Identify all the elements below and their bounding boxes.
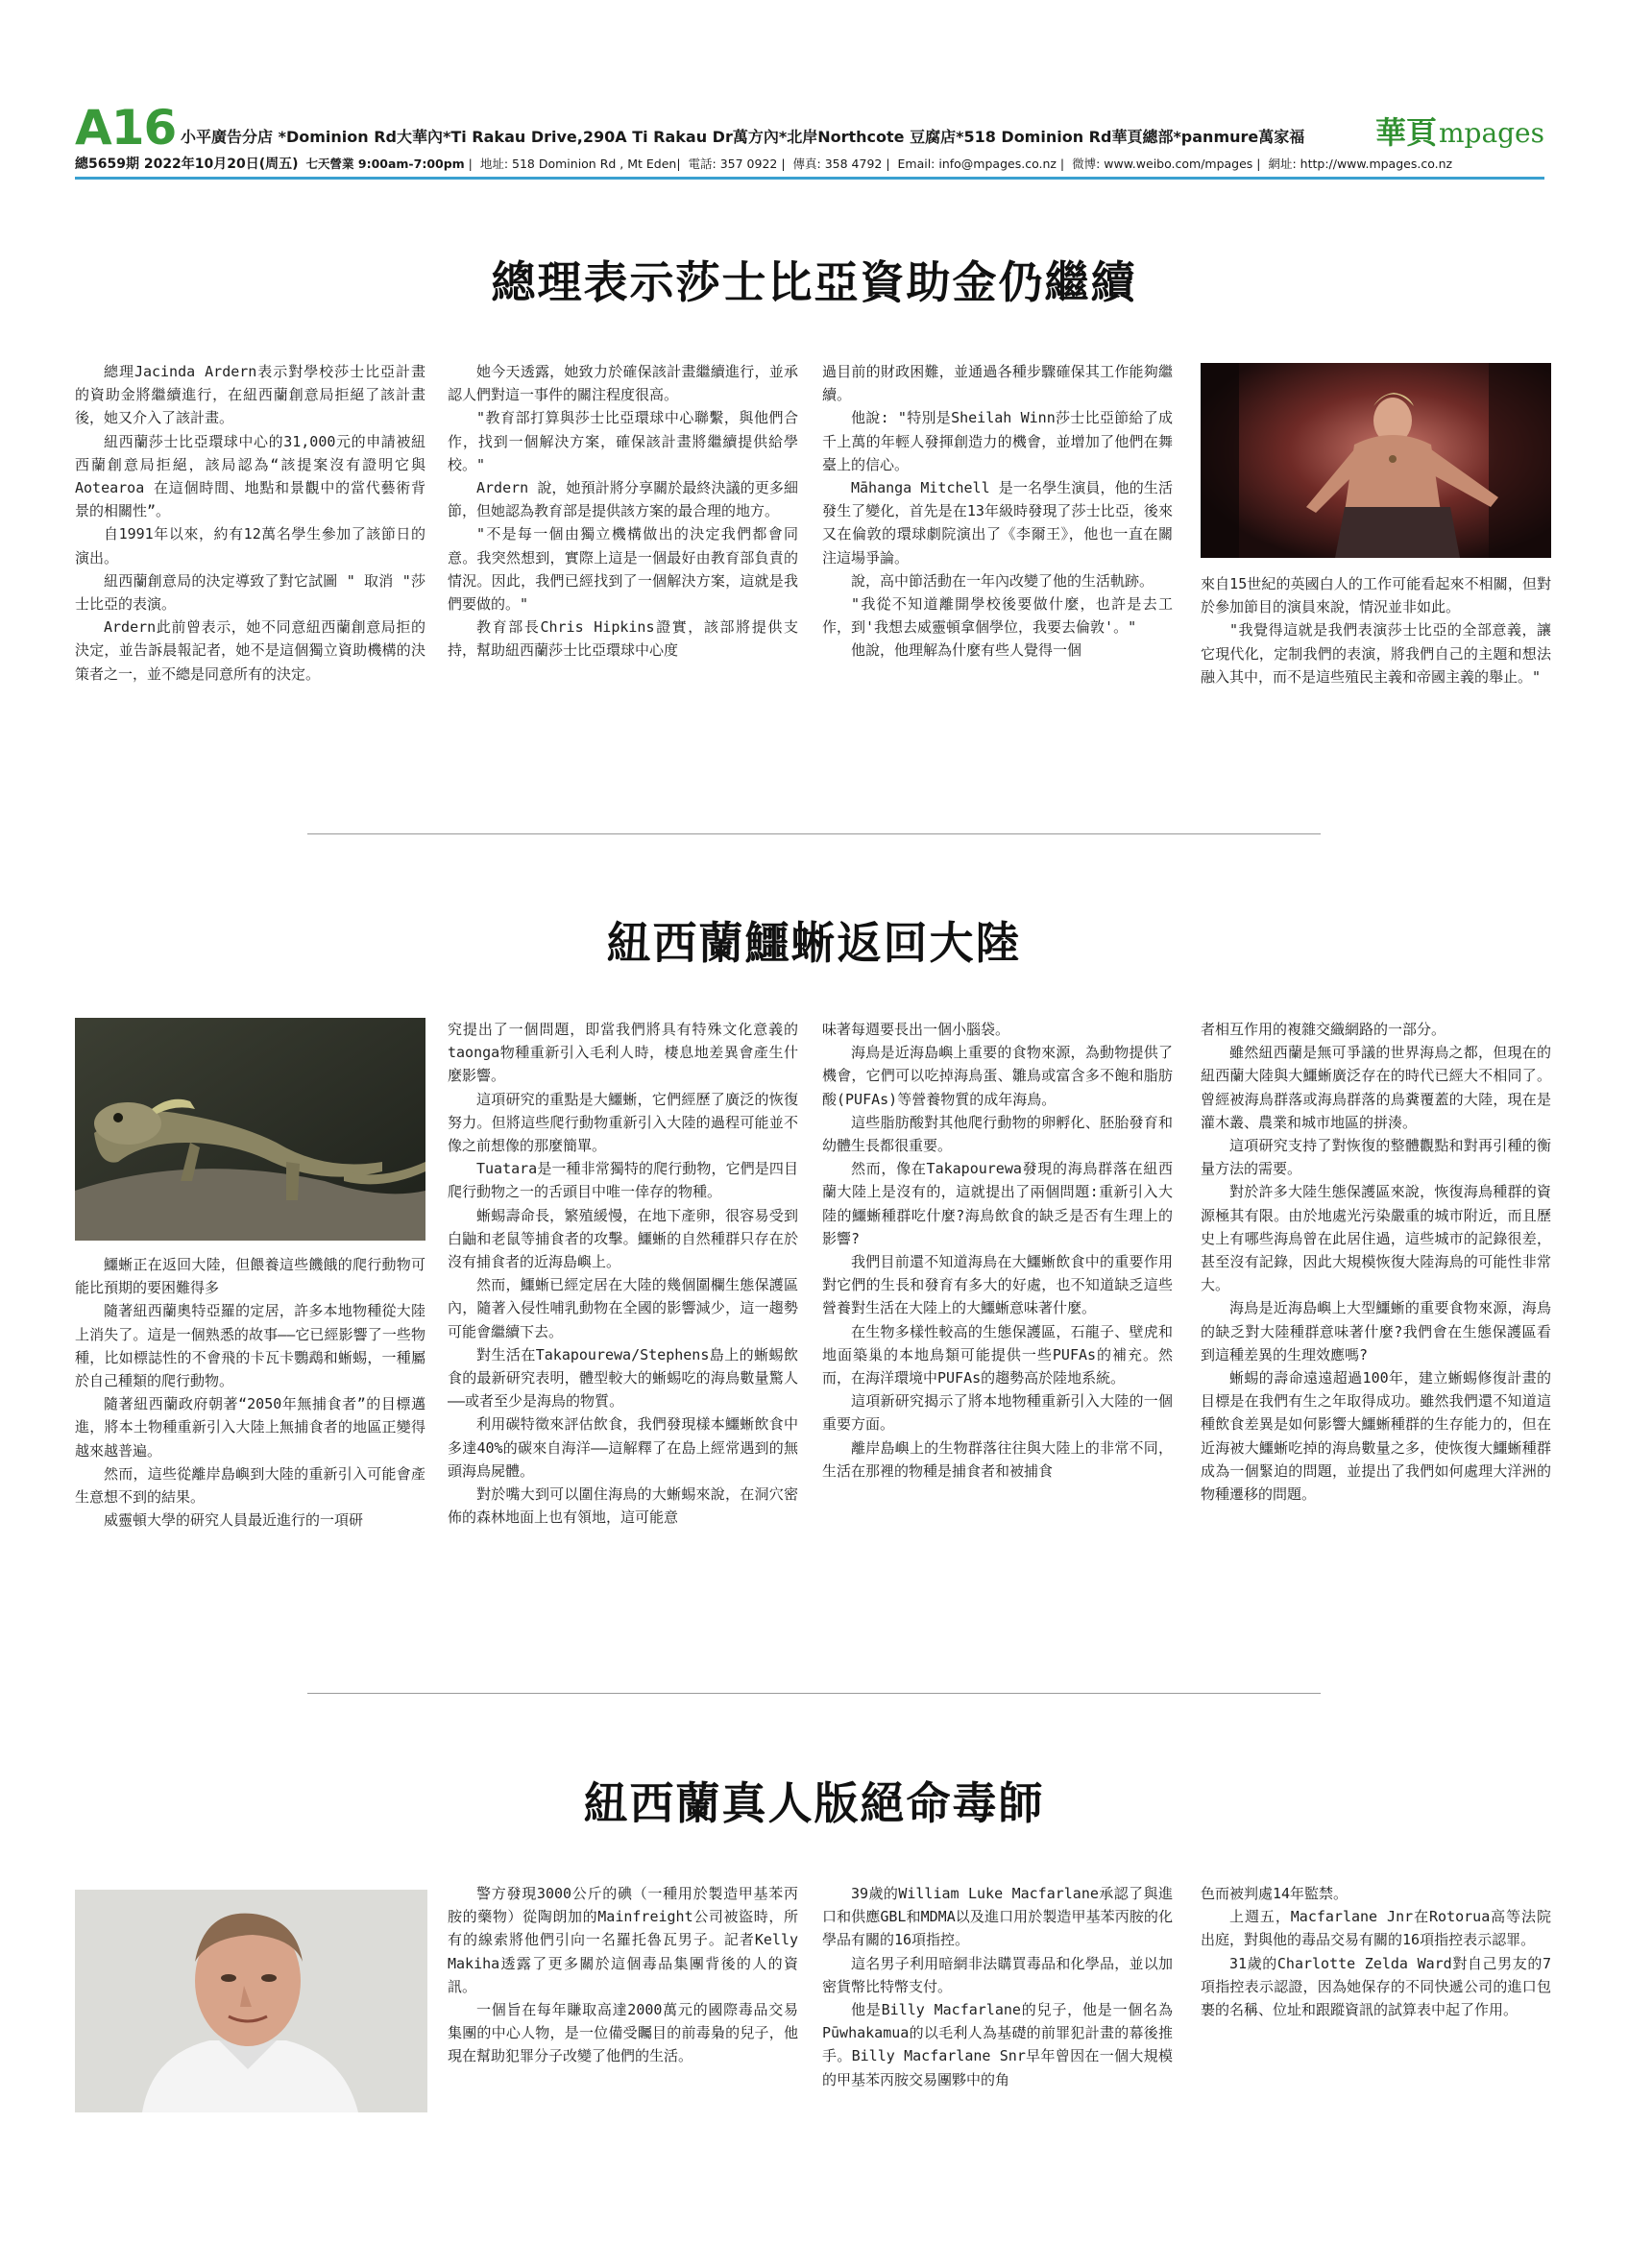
paragraph: 這項新研究揭示了將本地物種重新引入大陸的一個重要方面。 — [822, 1392, 1173, 1434]
paragraph: 我們目前還不知道海鳥在大鱷蜥飲食中的重要作用對它們的生長和發育有多大的好處，也不知道缺乏這些營養對生活在大陸上的大鱷蜥意味著什麼。 — [822, 1253, 1173, 1317]
paragraph: 39歲的William Luke Macfarlane承認了與進口和供應GBL和MDMA以及進口用於製造甲基苯丙胺的化學品有關的16項指控。 — [822, 1885, 1173, 1949]
article-2-headline: 紐西蘭鱷蜥返回大陸 — [606, 917, 1022, 969]
page-number: A16 — [75, 100, 177, 156]
paragraph: 隨著紐西蘭奧特亞羅的定居，許多本地物種從大陸上消失了。這是一個熟悉的故事——它已經影響了一些物種，比如標誌性的不會飛的卡瓦卡鸚鵡和蜥蜴，一種屬於自己種類的爬行動物。 — [75, 1302, 425, 1390]
address: 地址: 518 Dominion Rd , Mt Eden — [479, 157, 677, 171]
paragraph: 然而，這些從離岸島嶼到大陸的重新引入可能會產生意想不到的結果。 — [75, 1464, 425, 1507]
paragraph: 對於許多大陸生態保護區來說，恢復海鳥種群的資源極其有限。由於地處光污染嚴重的城市附近，而且歷史上有哪些海鳥曾在此居住過，這些城市的記錄很差，甚至沒有記錄，因此大規模恢復大陸海鳥的可能性非常大。 — [1201, 1183, 1551, 1294]
tuatara-photo — [75, 1018, 425, 1241]
paragraph: "我覺得這就是我們表演莎士比亞的全部意義，讓它現代化，定制我們的表演，將我們自己的主題和想法融入其中，而不是這些殖民主義和帝國主義的舉止。" — [1201, 621, 1551, 686]
paragraph: 威靈頓大學的研究人員最近進行的一項研 — [104, 1511, 364, 1530]
article-1-column-4 — [1201, 572, 1551, 688]
paragraph: Ardern 說，她預計將分享關於最終決議的更多細節，但她認為教育部是提供該方案的最合理的地方。 — [448, 479, 798, 520]
paragraph: 雖然紐西蘭是無可爭議的世界海鳥之都，但現在的紐西蘭大陸與大鱷蜥廣泛存在的時代已經大不相同了。曾經被海鳥群落或海鳥群落的鳥糞覆蓋的大陸，現在是灌木叢、農業和城市地區的拼湊。 — [1201, 1044, 1551, 1131]
article-2-column-4 — [1201, 1018, 1551, 1506]
article-1-headline: 總理表示莎士比亞資助金仍繼續 — [491, 256, 1137, 308]
paragraph: 海鳥是近海島嶼上大型鱷蜥的重要食物來源，海鳥的缺乏對大陸種群意味著什麼?我們會在生態保護區看到這種差異的生理效應嗎? — [1201, 1299, 1551, 1363]
mpages-logo — [1375, 111, 1544, 154]
issue-date: 總5659期 2022年10月20日(周五) — [75, 157, 299, 172]
paragraph: 離岸島嶼上的生物群落往往與大陸上的非常不同，生活在那裡的物種是捕食者和被捕食 — [822, 1438, 1173, 1480]
article-2-column-3 — [822, 1018, 1173, 1483]
article-1-column-3 — [822, 360, 1173, 663]
article-2-column-1 — [75, 1253, 425, 1532]
article-3-column-3 — [822, 1882, 1173, 2091]
paragraph: 海鳥是近海島嶼上重要的食物來源，為動物提供了機會，它們可以吃掉海鳥蛋、雛鳥或富含多不飽和脂肪酸(PUFAs)等營養物質的成年海鳥。 — [822, 1044, 1173, 1108]
logo-text: mpages — [1438, 116, 1544, 149]
paragraph: 31歲的Charlotte Zelda Ward對自己男友的7項指控表示認證，因為她保存的不同快遞公司的進口包裹的名稱、位址和跟蹤資訊的試算表中起了作用。 — [1201, 1954, 1551, 2019]
header-rule — [75, 177, 1544, 180]
paragraph: 蜥蜴壽命長，繁殖緩慢，在地下產卵，很容易受到白鼬和老鼠等捕食者的攻擊。鱷蜥的自然種群只存在於沒有捕食者的近海島嶼上。 — [448, 1206, 798, 1271]
paragraph: 總理Jacinda Ardern表示對學校莎士比亞計畫的資助金將繼續進行，在紐西蘭創意局拒絕了該計畫後，她又介入了該計畫。 — [75, 363, 425, 427]
paragraph: 味著每週要長出一個小腦袋。 — [822, 1021, 1010, 1038]
paragraph: 究提出了一個問題，即當我們將具有特殊文化意義的taonga物種重新引入毛利人時，棲息地差異會產生什麼影響。 — [448, 1021, 798, 1085]
paragraph: 對生活在Takapourewa/Stephens島上的蜥蜴飲食的最新研究表明，體型較大的蜥蜴吃的海鳥數量驚人——或者至少是海鳥的物質。 — [448, 1345, 798, 1411]
article-3-column-2 — [448, 1882, 798, 2068]
paragraph: 對於嘴大到可以圍住海鳥的大蜥蜴來說，在洞穴密佈的森林地面上也有領地，這可能意 — [448, 1485, 798, 1527]
paragraph: "不是每一個由獨立機構做出的決定我們都會同意。我突然想到，實際上這是一個最好由教育部負責的情況。因此，我們已經找到了一個解決方案，這就是我們要做的。" — [448, 525, 798, 614]
page-header — [75, 100, 1544, 173]
article-3-column-4 — [1201, 1882, 1551, 2021]
paragraph: 來自15世紀的英國白人的工作可能看起來不相關，但對於參加節目的演員來說，情況並非如此。 — [1201, 575, 1551, 616]
paragraph: 然而，鱷蜥已經定居在大陸的幾個圍欄生態保護區內，隨著入侵性哺乳動物在全國的影響減少，這一趨勢可能會繼續下去。 — [448, 1276, 798, 1340]
shakespeare-actor-photo — [1201, 363, 1551, 558]
paragraph: 利用碳特徵來評估飲食，我們發現樣本鱷蜥飲食中多達40%的碳來自海洋——這解釋了在島上經常遇到的無頭海鳥屍體。 — [448, 1415, 798, 1480]
logo-mark: 華頁 — [1374, 114, 1437, 151]
paragraph: "教育部打算與莎士比亞環球中心聯繫，與他們合作，找到一個解決方案，確保該計畫將繼續提供給學校。" — [448, 409, 798, 473]
branch-locations: 小平廣告分店 *Dominion Rd大華內*Ti Rakau Drive,290A Ti Rakau Dr萬方內*北岸Northcote 豆腐店*518 Dominion Rd華頁總部*panmure萬家福 — [181, 128, 1305, 146]
suspect-portrait-photo — [75, 1890, 427, 2112]
article-3-headline: 紐西蘭真人版絕命毒師 — [583, 1777, 1045, 1829]
weibo: 微博: www.weibo.com/mpages — [1072, 157, 1253, 171]
article-2-column-2 — [448, 1018, 798, 1529]
article-1-column-1 — [75, 360, 425, 686]
paragraph: 他說: "特別是Sheilah Winn莎士比亞節給了成千上萬的年輕人發揮創造力的機會，並增加了他們在舞臺上的信心。 — [822, 409, 1173, 473]
paragraph: 在生物多樣性較高的生態保護區，石龍子、壁虎和地面築巢的本地鳥類可能提供一些PUFAs的補充。然而，在海洋環境中PUFAs的趨勢高於陸地系統。 — [822, 1322, 1173, 1387]
paragraph: 這些脂肪酸對其他爬行動物的卵孵化、胚胎發育和幼體生長都很重要。 — [822, 1113, 1173, 1155]
paragraph: 紐西蘭莎士比亞環球中心的31,000元的申請被紐西蘭創意局拒絕，該局認為“該提案沒有證明它與 Aotearoa 在這個時間、地點和景觀中的當代藝術背景的相關性”。 — [75, 432, 425, 520]
paragraph: 這項研究支持了對恢復的整體觀點和對再引種的衡量方法的需要。 — [1201, 1137, 1551, 1178]
paragraph: 他是Billy Macfarlane的兒子，他是一個名為Pūwhakamua的以毛利人為基礎的前罪犯計畫的幕後推手。Billy Macfarlane Snr早年曾因在一個大規模的甲基苯丙胺交易團夥中的角 — [822, 2001, 1173, 2088]
paragraph: Ardern此前曾表示，她不同意紐西蘭創意局拒的決定，並告訴晨報記者，她不是這個獨立資助機構的決策者之一，並不總是同意所有的決定。 — [75, 618, 425, 683]
paragraph: 過目前的財政困難，並通過各種步驟確保其工作能夠繼續。 — [822, 363, 1173, 404]
article-1-column-2 — [448, 360, 798, 663]
paragraph: Māhanga Mitchell 是一名學生演員，他的生活發生了變化，首先是在13年級時發現了莎士比亞，後來又在倫敦的環球劇院演出了《李爾王》，他也一直在關注這場爭論。 — [822, 479, 1173, 567]
email: Email: info@mpages.co.nz — [897, 157, 1057, 171]
paragraph: 隨著紐西蘭政府朝著“2050年無捕食者”的目標邁進，將本土物種重新引入大陸上無捕食者的地區正變得越來越普遍。 — [75, 1395, 425, 1460]
paragraph: Tuatara是一種非常獨特的爬行動物，它們是四目爬行動物之一的舌頭目中唯一倖存的物種。 — [448, 1160, 798, 1201]
article-divider — [307, 833, 1321, 834]
paragraph: 說，高中節活動在一年內改變了他的生活軌跡。 — [851, 571, 1154, 590]
paragraph: 蜥蜴的壽命遠遠超過100年，建立蜥蜴修復計畫的目標是在我們有生之年取得成功。雖然我們還不知道這種飲食差異是如何影響大鱷蜥種群的生存能力的，但在近海被大鱷蜥吃掉的海鳥數量之多，使恢復大鱷蜥種群成為一個緊迫的問題，並提出了我們如何處理大洋洲的物種遷移的問題。 — [1201, 1369, 1551, 1504]
paragraph: 一個旨在每年賺取高達2000萬元的國際毒品交易集團的中心人物，是一位備受矚目的前毒梟的兒子，他現在幫助犯罪分子改變了他們的生活。 — [448, 2001, 798, 2065]
paragraph: 然而，像在Takapourewa發現的海鳥群落在紐西蘭大陸上是沒有的，這就提出了兩個問題:重新引入大陸的鱷蜥種群吃什麼?海鳥飲食的缺乏是否有生理上的影響? — [822, 1160, 1173, 1247]
article-divider — [307, 1693, 1321, 1694]
paragraph: 者相互作用的複雜交織網路的一部分。 — [1201, 1021, 1446, 1038]
opening-hours: 七天營業 9:00am-7:00pm — [305, 157, 465, 171]
paragraph: 他說，他理解為什麼有些人覺得一個 — [851, 641, 1082, 660]
paragraph: 警方發現3000公斤的碘（一種用於製造甲基苯丙胺的藥物）從陶朗加的Mainfreight公司被盜時，所有的線索將他們引向一名羅托魯瓦男子。記者Kelly Makiha透露了更多關於這個毒品集團背後的人的資訊。 — [448, 1885, 798, 1995]
paragraph: 鱷蜥正在返回大陸，但餵養這些饑餓的爬行動物可能比預期的要困難得多 — [75, 1256, 425, 1297]
contact-line: 總5659期 2022年10月20日(周五) 七天營業 9:00am-7:00pm | 地址: 518 Dominion Rd , Mt Eden| 電話: 357 0922 | 傳真: 358 4792 | Email: info@mpages.co.nz | 微博: www.weibo.com/mpages | 網址: http://www.mpages.co.nz — [75, 157, 1453, 172]
paragraph: 自1991年以來，約有12萬名學生參加了該節日的演出。 — [75, 525, 425, 567]
fax: 傳真: 358 4792 — [792, 157, 883, 171]
paragraph: 紐西蘭創意局的決定導致了對它試圖 " 取消 "莎士比亞的表演。 — [75, 571, 425, 614]
website: 網址: http://www.mpages.co.nz — [1268, 157, 1453, 171]
paragraph: "我從不知道離開學校後要做什麼，也許是去工作，到'我想去威靈頓拿個學位，我要去倫敦'。" — [822, 595, 1173, 637]
phone: 電話: 357 0922 — [688, 157, 778, 171]
paragraph: 上週五，Macfarlane Jnr在Rotorua高等法院出庭，對與他的毒品交易有關的16項指控表示認罪。 — [1201, 1908, 1551, 1949]
paragraph: 教育部長Chris Hipkins證實，該部將提供支持，幫助紐西蘭莎士比亞環球中心度 — [448, 618, 798, 660]
paragraph: 這名男子利用暗網非法購買毒品和化學品，並以加密貨幣比特幣支付。 — [822, 1954, 1173, 1995]
paragraph: 這項研究的重點是大鱷蜥，它們經歷了廣泛的恢復努力。但將這些爬行動物重新引入大陸的過程可能並不像之前想像的那麼簡單。 — [448, 1090, 798, 1155]
paragraph: 她今天透露，她致力於確保該計畫繼續進行，並承認人們對這一事件的關注程度很高。 — [448, 363, 798, 404]
paragraph: 色而被判處14年監禁。 — [1201, 1885, 1349, 1902]
